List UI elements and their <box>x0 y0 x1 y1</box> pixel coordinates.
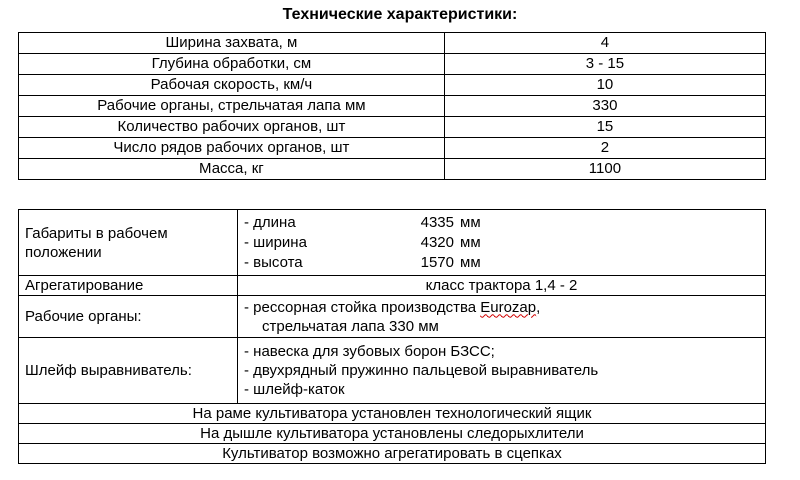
leveler-line: - навеска для зубовых борон БЗСС; <box>244 343 495 360</box>
dimension-length <box>244 213 759 233</box>
table-row-dimensions <box>19 210 766 276</box>
dimension-value: 4335 <box>420 213 454 231</box>
dimensions-values <box>238 210 766 276</box>
spec-value: 1100 <box>444 159 765 180</box>
table-row <box>19 138 766 159</box>
note-text: На дышле культиватора установлены следорыхлители <box>19 424 766 444</box>
spec-value: 3 - 15 <box>444 54 765 75</box>
table-row <box>19 33 766 54</box>
table-row-leveler <box>19 338 766 404</box>
aggregation-value: класс трактора 1,4 - 2 <box>238 276 766 296</box>
spec-value: 15 <box>444 117 765 138</box>
spec-value: 330 <box>444 96 765 117</box>
spec-label: Глубина обработки, см <box>19 54 445 75</box>
spec-label: Ширина захвата, м <box>19 33 445 54</box>
dimensions-label: Габариты в рабочем положении <box>19 210 238 276</box>
spec-value: 2 <box>444 138 765 159</box>
dimension-unit: мм <box>460 233 481 251</box>
table-row <box>19 159 766 180</box>
spec-label: Масса, кг <box>19 159 445 180</box>
spec-label-text: Число рядов рабочих органов, шт <box>113 139 350 156</box>
table-row <box>19 117 766 138</box>
spec-value: 10 <box>444 75 765 96</box>
table-row-note <box>19 424 766 444</box>
leveler-line: - двухрядный пружинно пальцевой выравниватель <box>244 362 599 379</box>
dimension-name: - высота <box>244 253 303 271</box>
aggregation-label: Агрегатирование <box>19 276 238 296</box>
working-parts-prefix: - рессорная стойка производства <box>244 298 481 316</box>
leveler-values <box>238 338 766 404</box>
dimension-value: 1570 <box>420 253 454 271</box>
page-title: Технические характеристики: <box>282 6 518 23</box>
table-row <box>19 54 766 75</box>
leveler-line: - шлейф-каток <box>244 381 345 398</box>
working-parts-label: Рабочие органы: <box>19 296 238 338</box>
brand-name: Eurozap <box>480 298 537 316</box>
table-row <box>19 75 766 96</box>
working-parts-values <box>238 296 766 338</box>
dimension-name: - длина <box>244 213 296 231</box>
note-text: Культиватор возможно агрегатировать в сцепках <box>19 444 766 464</box>
specs-table <box>18 32 766 180</box>
leveler-label: Шлейф выравниватель: <box>19 338 238 404</box>
table-row <box>19 96 766 117</box>
spec-label: Количество рабочих органов, шт <box>19 117 445 138</box>
spec-value: 4 <box>444 33 765 54</box>
spec-label <box>19 138 445 159</box>
dimension-unit: мм <box>460 213 481 231</box>
working-parts-suffix: , <box>536 298 541 316</box>
dimension-unit: мм <box>460 253 481 271</box>
table-row-aggregation <box>19 276 766 296</box>
table-row-note <box>19 404 766 424</box>
equipment-table <box>18 209 766 464</box>
dimension-width <box>244 233 759 253</box>
spec-label: Рабочие органы, стрельчатая лапа мм <box>19 96 445 117</box>
dimension-value: 4320 <box>420 233 454 251</box>
dimension-name: - ширина <box>244 233 307 251</box>
spec-label: Рабочая скорость, км/ч <box>19 75 445 96</box>
note-text: На раме культиватора установлен технологический ящик <box>19 404 766 424</box>
working-parts-line-1 <box>244 298 759 317</box>
working-parts-line-2: стрельчатая лапа 330 мм <box>262 317 439 335</box>
table-row-note <box>19 444 766 464</box>
dimension-height <box>244 253 759 273</box>
table-row-working-parts <box>19 296 766 338</box>
